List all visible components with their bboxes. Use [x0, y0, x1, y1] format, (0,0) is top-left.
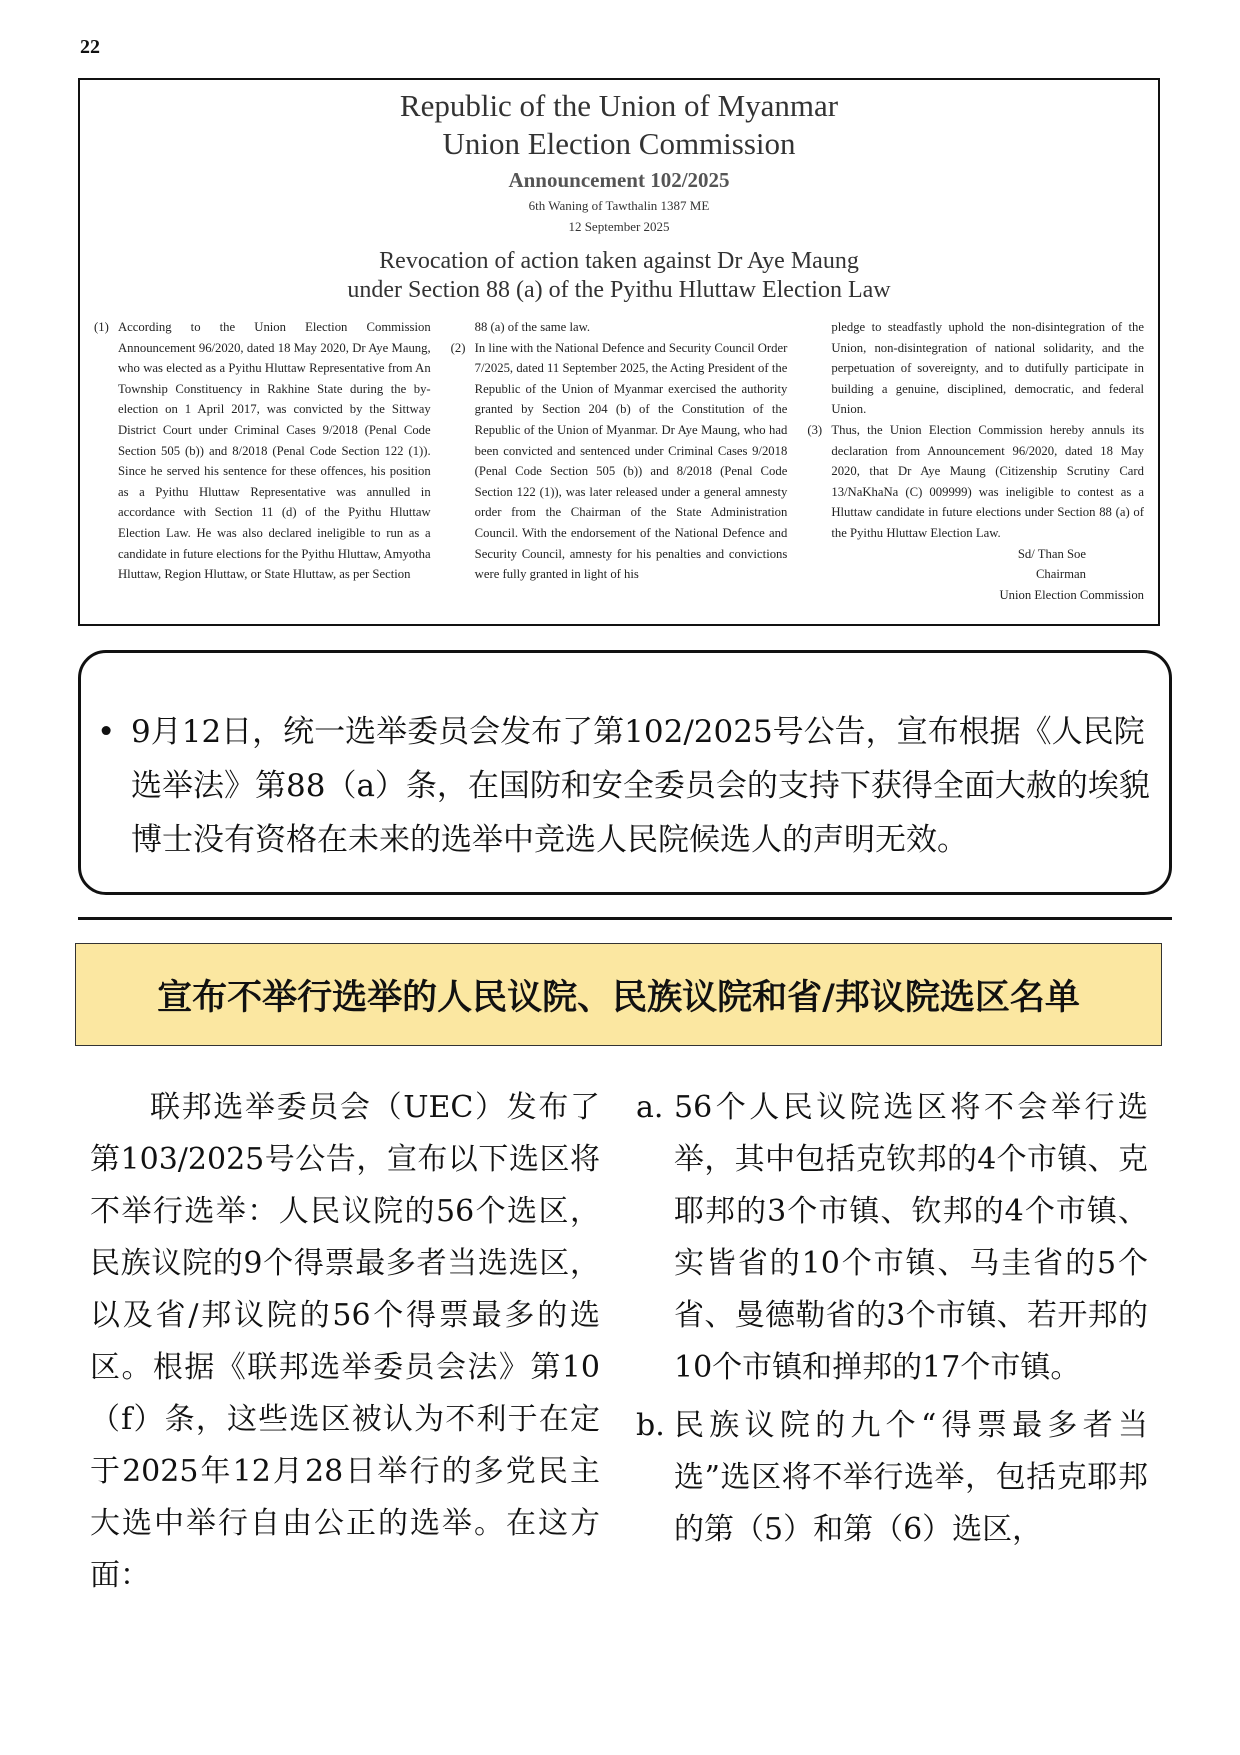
paragraph-2 — [451, 338, 788, 585]
section-title: 宣布不举行选举的人民议院、民族议院和省/邦议院选区名单 — [157, 977, 1080, 1018]
intro-paragraph: 联邦选举委员会（UEC）发布了第103/2025号公告，宣布以下选区将不举行选举：人民议院的56个选区，民族议院的9个得票最多者当选选区，以及省/邦议院的56个得票最多的选区。根据《联邦选举委员会法》第10（f）条，这些选区被认为不利于在定于2025年12月28日举行的多党民主大选中举行自由公正的选举。在这方面： — [90, 1090, 600, 1593]
paragraph-1-continued — [451, 317, 788, 338]
paragraph-number: (1) — [94, 320, 109, 334]
announcement-header — [94, 88, 1144, 305]
paragraph-3 — [807, 420, 1144, 544]
list-item-b — [636, 1400, 1148, 1556]
list-item-a — [636, 1082, 1148, 1394]
announcement-box — [78, 78, 1160, 626]
date-line1: 6th Waning of Tawthalin 1387 ME — [528, 198, 710, 213]
paragraph-text: Thus, the Union Election Commission hereby annuls its declaration from Announcement 96/2020, dated 18 May 2020, that Dr Aye Maung (Citizenship Scrutiny Card 13/NaKhaNa (C) 009999) was ineligible to contest as a Hluttaw candidate in future elections under Section 88 (a) of the Pyithu Hluttaw Election Law. — [831, 422, 1145, 540]
paragraph-2-continued — [807, 317, 1144, 420]
paragraph-number: (2) — [450, 340, 466, 355]
paragraph-1 — [94, 317, 431, 585]
paragraph-text: 88 (a) of the same law. — [474, 320, 591, 334]
announcement-columns — [94, 317, 1144, 605]
section-divider — [78, 917, 1172, 920]
announcement-column-3 — [807, 317, 1144, 605]
bullet-icon: • — [97, 714, 116, 750]
list-item-text: 民族议院的九个“得票最多者当选”选区将不举行选举，包括克耶邦的第（5）和第（6）选区， — [674, 1408, 1148, 1547]
announcement-title-line2: under Section 88 (a) of the Pyithu Hluttaw Election Law — [347, 277, 891, 303]
signatory-title: Chairman — [1035, 567, 1087, 582]
page-number: 22 — [80, 36, 100, 58]
org-name-line2: Union Election Commission — [442, 126, 796, 161]
body-right-column — [636, 1082, 1148, 1562]
list-item-text: 56个人民议院选区将不会举行选举，其中包括克钦邦的4个市镇、克耶邦的3个市镇、钦邦的4个市镇、实皆省的10个市镇、马圭省的5个省、曼德勒省的3个市镇、若开邦的10个市镇和掸邦的17个市镇。 — [674, 1090, 1148, 1385]
paragraph-text: pledge to steadfastly uphold the non-disintegration of the Union, non-disintegration of national solidarity, and the perpetuation of sovereignty, and to dutifully participate in building a genuine, disciplined, democratic, and federal Union. — [831, 320, 1145, 417]
summary-box — [78, 650, 1172, 895]
announcement-column-2 — [451, 317, 788, 605]
paragraph-text: In line with the National Defence and Security Council Order 7/2025, dated 11 September 2025, the Acting President of the Republic of the Union of Myanmar exercised the authority granted by Section 204 (b) of the Constitution of the Republic of the Union of Myanmar. Dr Aye Maung, who had been convicted and sentenced under Criminal Cases 9/2018 (Penal Code Section 505 (b)) and 8/2018 (Penal Code Section 122 (1)), was later released under a general amnesty order from the Chairman of the State Administration Council. With the endorsement of the National Defence and Security Council, amnesty for his penalties and convictions were fully granted in light of his — [474, 340, 788, 582]
list-item-label: a. — [636, 1090, 664, 1125]
signatory-organization: Union Election Commission — [999, 587, 1145, 602]
body-left-column — [90, 1082, 600, 1602]
date-line2: 12 September 2025 — [568, 219, 670, 234]
paragraph-text: According to the Union Election Commission Announcement 96/2020, dated 18 May 2020, Dr Aye Maung, who was elected as a Pyithu Hluttaw Representative from An Township Constituency in Rakhine State during the by-election on 1 April 2017, was convicted by the Sittway District Court under Criminal Cases 9/2018 (Penal Code Section 505 (b)) and 8/2018 (Penal Code Section 122 (1)). Since he served his sentence for these offences, his position as a Pyithu Hluttaw Representative was annulled in accordance with Section 11 (d) of the Pyithu Hluttaw Election Law. He was also declared ineligible to run as a candidate in future elections for the Pyithu Hluttaw, Amyotha Hluttaw, Region Hluttaw, or State Hluttaw, as per Section — [118, 320, 431, 582]
signatory-name: Sd/ Than Soe — [1017, 546, 1087, 561]
summary-text: 9月12日，统一选举委员会发布了第102/2025号公告，宣布根据《人民院选举法》第88（a）条，在国防和安全委员会的支持下获得全面大赦的埃貌博士没有资格在未来的选举中竞选人民院候选人的声明无效。 — [131, 714, 1150, 858]
list-item-label: b. — [636, 1408, 665, 1443]
announcement-column-1 — [94, 317, 431, 605]
section-title-banner — [75, 943, 1162, 1046]
signature-block — [807, 544, 1144, 606]
org-name-line1: Republic of the Union of Myanmar — [399, 88, 839, 123]
announcement-title-line1: Revocation of action taken against Dr Aye Maung — [379, 248, 859, 274]
announcement-number: Announcement 102/2025 — [508, 168, 730, 192]
paragraph-number: (3) — [807, 422, 823, 437]
